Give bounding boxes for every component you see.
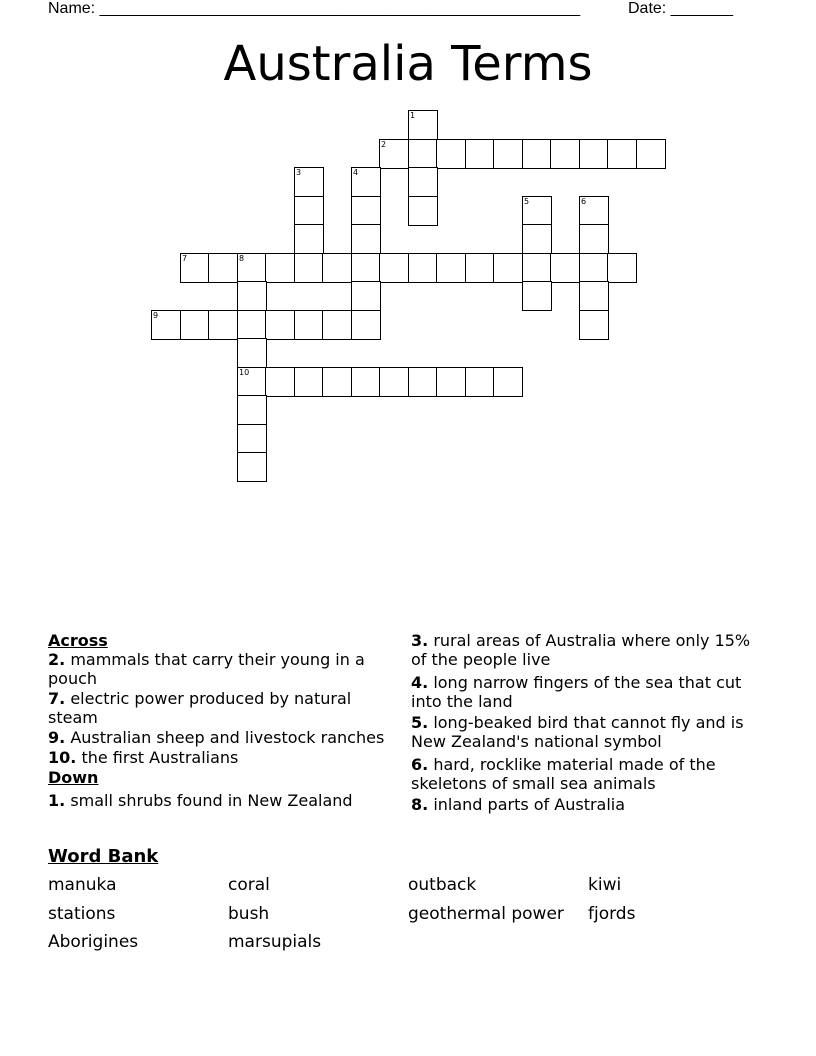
clue-across-9: 9. Australian sheep and livestock ranches	[48, 728, 385, 747]
crossword-cell[interactable]	[579, 139, 609, 169]
clue-across-7: 7. electric power produced by natural steam	[48, 689, 352, 727]
crossword-cell[interactable]	[522, 224, 552, 254]
crossword-cell[interactable]	[408, 167, 438, 197]
crossword-cell[interactable]	[265, 367, 295, 397]
cell-number: 8	[239, 254, 245, 263]
crossword-cell[interactable]	[180, 253, 210, 283]
cell-number: 6	[581, 197, 587, 206]
crossword-cell[interactable]	[237, 395, 267, 425]
page-title: Australia Terms	[223, 36, 593, 92]
clue-down-1: 1. small shrubs found in New Zealand	[48, 791, 353, 810]
crossword-cell[interactable]	[237, 367, 267, 397]
across-heading: Across	[48, 631, 108, 650]
word-bank-item: coral	[228, 875, 270, 895]
crossword-cell[interactable]	[322, 253, 352, 283]
crossword-cell[interactable]	[522, 139, 552, 169]
word-bank-item: manuka	[48, 875, 117, 895]
crossword-cell[interactable]	[351, 167, 381, 197]
cell-number: 3	[296, 168, 302, 177]
cell-number: 4	[353, 168, 359, 177]
clues-right-column	[411, 631, 751, 815]
crossword-cell[interactable]	[436, 139, 466, 169]
clue-down-6: 6. hard, rocklike material made of the skeletons of small sea animals	[411, 755, 716, 793]
crossword-cell[interactable]	[379, 367, 409, 397]
clue-down-4: 4. long narrow fingers of the sea that cut into the land	[411, 673, 742, 711]
crossword-cell[interactable]	[579, 281, 609, 311]
crossword-cell[interactable]	[493, 253, 523, 283]
date-field-label: Date: _______	[628, 0, 733, 17]
cell-number: 1	[410, 111, 416, 120]
crossword-cell[interactable]	[436, 253, 466, 283]
crossword-cell[interactable]	[493, 367, 523, 397]
crossword-cell[interactable]	[237, 424, 267, 454]
word-bank-item: kiwi	[588, 875, 622, 895]
crossword-cell[interactable]	[636, 139, 666, 169]
crossword-cell[interactable]	[465, 367, 495, 397]
crossword-cell[interactable]	[294, 253, 324, 283]
clue-across-10: 10. the first Australians	[48, 748, 239, 767]
crossword-cell[interactable]	[351, 253, 381, 283]
crossword-cell[interactable]	[237, 281, 267, 311]
word-bank-item: stations	[48, 904, 116, 924]
cell-number: 9	[153, 311, 159, 320]
word-bank-title: Word Bank	[48, 846, 159, 867]
crossword-cell[interactable]	[379, 139, 409, 169]
crossword-cell[interactable]	[351, 367, 381, 397]
crossword-cell[interactable]	[379, 253, 409, 283]
crossword-cell[interactable]	[151, 310, 181, 340]
crossword-cell[interactable]	[408, 367, 438, 397]
word-bank-item: Aborigines	[48, 932, 139, 952]
crossword-cell[interactable]	[550, 253, 580, 283]
clue-down-8: 8. inland parts of Australia	[411, 795, 626, 814]
crossword-cell[interactable]	[237, 452, 267, 482]
crossword-cell[interactable]	[265, 253, 295, 283]
crossword-cell[interactable]	[294, 224, 324, 254]
crossword-cell[interactable]	[351, 310, 381, 340]
crossword-cell[interactable]	[180, 310, 210, 340]
word-bank-item: marsupials	[228, 932, 322, 952]
crossword-cell[interactable]	[208, 253, 238, 283]
cell-number: 10	[239, 368, 250, 377]
crossword-cell[interactable]	[579, 196, 609, 226]
crossword-cell[interactable]	[351, 281, 381, 311]
crossword-cell[interactable]	[265, 310, 295, 340]
crossword-cell[interactable]	[522, 253, 552, 283]
down-heading: Down	[48, 768, 99, 787]
crossword-cell[interactable]	[237, 253, 267, 283]
cell-number: 5	[524, 197, 530, 206]
crossword-cell[interactable]	[465, 139, 495, 169]
crossword-grid	[0, 0, 816, 470]
clue-down-3: 3. rural areas of Australia where only 15% of the people live	[411, 631, 751, 669]
crossword-cell[interactable]	[322, 310, 352, 340]
crossword-cell[interactable]	[351, 224, 381, 254]
word-bank-item: bush	[228, 904, 270, 924]
crossword-cell[interactable]	[607, 139, 637, 169]
crossword-cell[interactable]	[237, 310, 267, 340]
cell-number: 7	[182, 254, 188, 263]
word-bank-item: outback	[408, 875, 477, 895]
word-bank-item: geothermal power	[408, 904, 564, 924]
crossword-cell[interactable]	[579, 253, 609, 283]
cell-number: 2	[381, 140, 387, 149]
crossword-cell[interactable]	[607, 253, 637, 283]
crossword-cell[interactable]	[493, 139, 523, 169]
crossword-cell[interactable]	[579, 224, 609, 254]
crossword-cell[interactable]	[294, 196, 324, 226]
crossword-cell[interactable]	[294, 167, 324, 197]
crossword-cell[interactable]	[237, 338, 267, 368]
crossword-cell[interactable]	[522, 196, 552, 226]
clues-left-column	[48, 631, 393, 811]
crossword-cell[interactable]	[208, 310, 238, 340]
crossword-cell[interactable]	[436, 367, 466, 397]
word-bank-item: fjords	[588, 904, 636, 924]
name-field-label: Name: ______________________________________________________	[48, 0, 581, 17]
crossword-cell[interactable]	[522, 281, 552, 311]
crossword-cell[interactable]	[322, 367, 352, 397]
crossword-cell[interactable]	[294, 367, 324, 397]
crossword-cell[interactable]	[550, 139, 580, 169]
crossword-cell[interactable]	[408, 139, 438, 169]
crossword-cell[interactable]	[408, 196, 438, 226]
crossword-cell[interactable]	[465, 253, 495, 283]
clue-down-5: 5. long-beaked bird that cannot fly and is New Zealand's national symbol	[411, 713, 744, 751]
crossword-cell[interactable]	[351, 196, 381, 226]
crossword-cell[interactable]	[408, 253, 438, 283]
crossword-cell[interactable]	[579, 310, 609, 340]
crossword-cell[interactable]	[408, 110, 438, 140]
clue-across-2: 2. mammals that carry their young in a pouch	[48, 650, 365, 688]
crossword-cell[interactable]	[294, 310, 324, 340]
